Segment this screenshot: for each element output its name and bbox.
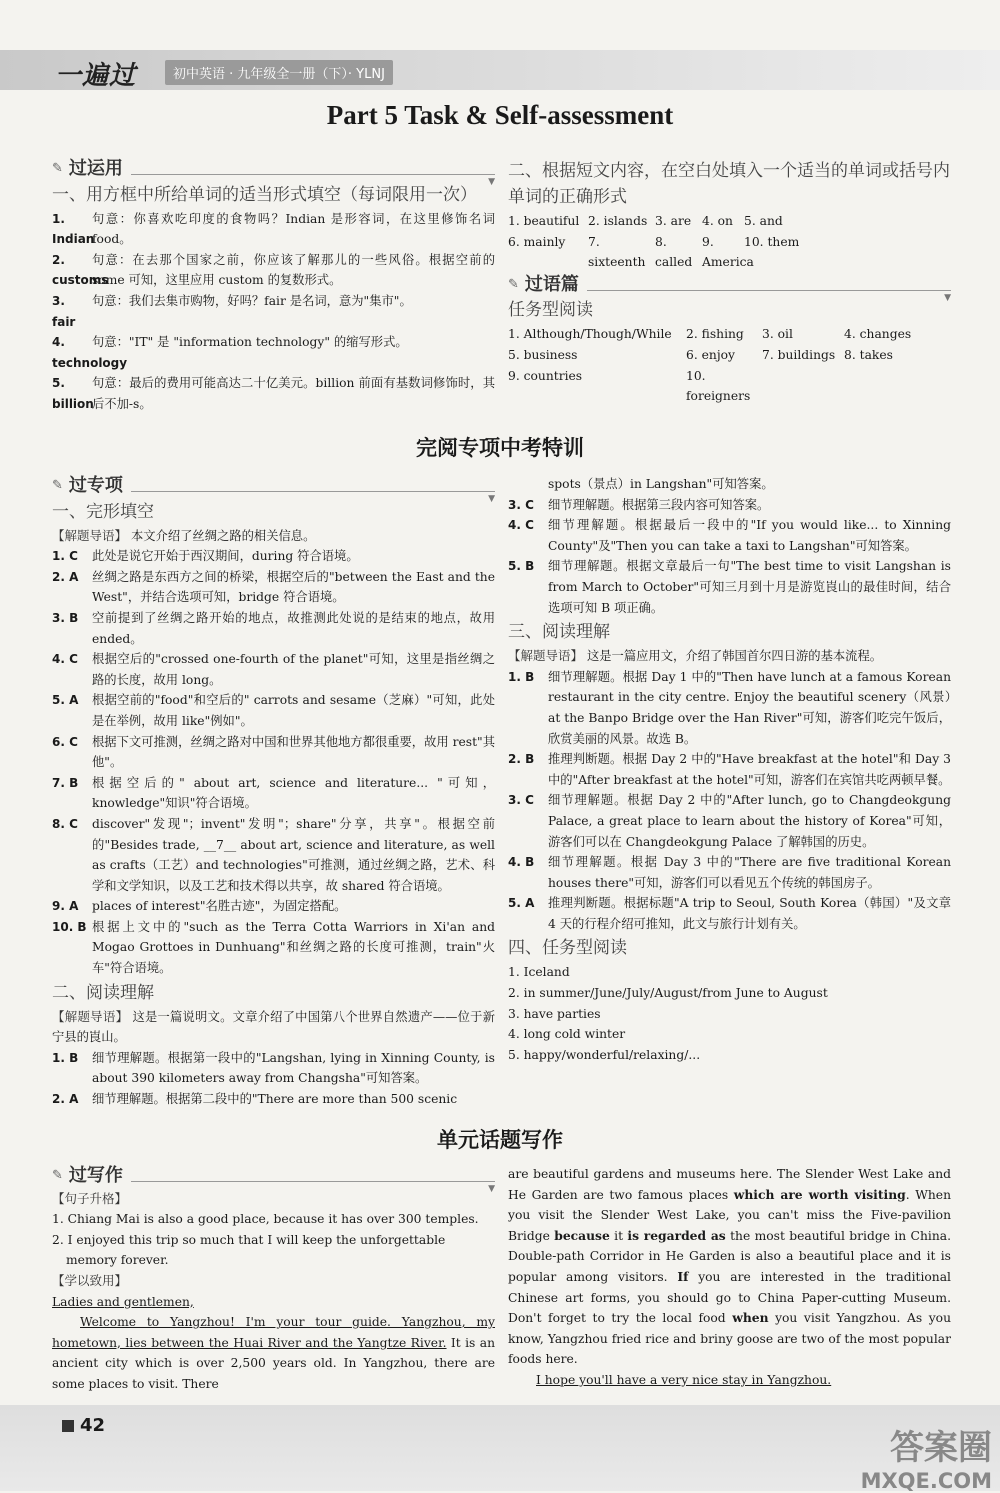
reading-answer-list [508,495,951,619]
answer-explanation: 空前提到了丝绸之路开始的地点，故推测此处说的是结束的地点，故用 ended。 [92,610,495,646]
answer-explanation: 句意：我们去集市购物，好吗？fair 是名词，意为"集市"。 [92,293,412,308]
answer-number: 5. billion [52,376,94,411]
answer-item [508,893,951,934]
answer-number: 2. A [52,569,79,584]
answer-number: 6. C [52,734,78,749]
answer-number: 4. B [508,855,535,870]
answer-explanation: 根据空后的"crossed one-fourth of the planet"可知，这里是指丝绸之路的长度，故用 long。 [92,652,495,687]
answer-row [508,211,951,232]
answer-explanation: places of interest"名胜古迹"，为固定搭配。 [92,899,347,914]
cloze-section-title: 完阅专项中考特训 [416,436,584,460]
answer-cell: 3. are [655,214,692,228]
part5-right-column [508,157,951,407]
answer-explanation: 根据下文可推测，丝绸之路对中国和世界其他地方都很重要，故用 rest"其他"。 [92,734,495,770]
answer-cell: 9. America [702,234,754,270]
task-answer: 4. long cold winter [508,1027,626,1042]
answer-item [52,814,495,896]
task-answer: 1. Iceland [508,965,570,980]
guide-note: 【解题导语】 这是一篇应用文，介绍了韩国首尔四日游的基本流程。 [508,648,883,664]
brand-logo: 一遍过 [55,61,137,91]
page-number: 42 [62,1415,105,1436]
answer-explanation: 细节理解题。根据文章最后一句"The best time to visit Langshan is from March to October"可知三月到十月是游览崀山的最佳时间，结合选项可知 B 项正确。 [548,559,951,615]
answer-cell: 6. mainly [508,234,566,249]
guide-note: 【解题导语】 本文介绍了丝绸之路的相关信息。 [52,527,316,543]
answer-explanation: 推理判断题。根据 Day 2 中的"Have breakfast at the hotel"和 Day 3 中的"After breakfast at the hotel"可知，游客们在宾馆共吃两顿早餐。 [548,752,951,787]
answer-cell: 2. islands [588,214,648,228]
cloze-right-column [508,474,951,1065]
section-header: ✎ 过写作 ▼ [52,1166,495,1187]
answer-cell: 8. called [655,234,693,270]
section-header: ✎ 过运用 ▼ [52,159,495,180]
answer-number: 1. B [508,669,535,684]
writing-left-column [52,1164,495,1395]
answer-item [52,690,495,731]
answer-item [52,917,495,979]
greeting: Ladies and gentlemen, [52,1294,194,1309]
answer-item [52,1048,495,1089]
answer-row [508,232,951,273]
answer-explanation: 句意：你喜欢吃印度的食物吗？Indian 是形容词，在这里修饰名词 food。 [92,211,495,247]
answer-explanation: 细节理解题。根据最后一段中的"If you would like... to Xinning County"及"Then you can take a taxi to Langshan"可知答案。 [548,518,951,553]
pencil-icon: ✎ [52,161,61,176]
answer-explanation: 句意："IT" 是 "information technology" 的缩写形式。 [92,335,408,350]
triangle-icon: ▼ [944,292,951,303]
question-heading: 二、根据短文内容，在空白处填入一个适当的单词或括号内单词的正确形式 [508,161,950,207]
answer-explanation: 根据空后的" about art, science and literature... "可知，knowledge"知识"符合语境。 [92,775,495,811]
footer-band [0,1405,1000,1491]
task-answer: 3. have parties [508,1006,601,1021]
answer-cell: 7. buildings [762,347,836,362]
task-answer: 2. in summer/June/July/August/from June to August [508,986,828,1001]
part5-left-column [52,157,495,415]
section-header: ✎ 过专项 ▼ [52,476,495,497]
answer-row [508,345,951,366]
answer-cell: 3. oil [762,327,793,342]
answer-number: 1. C [52,549,78,564]
answer-item [52,332,495,373]
watermark: 答案圈 MXQE.COM [860,1428,992,1493]
answer-item [52,291,495,332]
continued-text: spots（景点）in Langshan"可知答案。 [548,477,774,491]
task-heading: 任务型阅读 [508,300,593,321]
page-title: Part 5 Task & Self-assessment [326,100,674,130]
essay-paragraph: are beautiful gardens and museums here. The Slender West Lake and He Garden are two famous places which are worth visiting. When you visit the Slender West Lake, you can't miss the Five-pavilion Bridge because it is regarded as the most beautiful bridge in China. Double-path Corridor in He Garden is also a beautiful place and it is popular among visitors. If you are interested in the traditional Chinese art forms, you should go to China Paper-cutting Museum. Don't forget to try the local food when you visit Yangzhou. As you know, Yangzhou fried rice and briny goose are two of the most popular foods here. [508,1167,952,1367]
answer-item [508,790,951,852]
answer-item [52,896,495,917]
sentence: 1. Chiang Mai is also a good place, because it has over 300 temples. [52,1212,479,1227]
answer-number: 8. C [52,816,78,831]
subsection-label: 【学以致用】 [52,1272,128,1288]
header-band [0,50,1000,90]
task-answer-list [508,962,951,1065]
reading-answer-list [508,667,951,935]
answer-cell: 7. sixteenth [588,234,646,270]
answer-number: 2. B [508,752,535,767]
answer-number: 3. C [508,793,534,808]
answer-number: 4. technology [52,335,128,370]
answer-item [508,749,951,790]
task-answer: 5. happy/wonderful/relaxing/... [508,1047,701,1062]
answer-cell: 6. enjoy [686,347,736,362]
answer-number: 10. B [52,919,87,934]
sentence: 2. I enjoyed this trip so much that I will keep the unforgettable memory forever. [52,1232,446,1268]
answer-item [52,773,495,814]
cloze-left-column [52,474,495,1110]
pencil-icon: ✎ [52,1168,61,1183]
subsection-label: 【句子升格】 [52,1190,128,1206]
answer-explanation: 推理判断题。根据标题"A trip to Seoul, South Korea（韩国）"及文章 4 天的行程介绍可推知，此文与旅行计划有关。 [548,896,951,931]
answer-item [508,667,951,749]
answer-number: 1. Indian [52,211,95,247]
answer-explanation: 细节理解题。根据第二段中的"There are more than 500 scenic [92,1092,458,1107]
answer-item [52,567,495,608]
cloze-heading: 一、完形填空 [52,501,154,522]
answer-explanation: 此处是说它开始于西汉期间，during 符合语境。 [92,549,359,564]
reading-heading: 三、阅读理解 [508,622,610,643]
answer-number: 2. A [52,1092,79,1107]
essay-paragraph: Welcome to Yangzhou! I'm your tour guide. Yangzhou, my hometown, lies between the Huai River and the Yangtze River. It is an ancient city which is over 2,500 years old. In Yangzhou, there are some places to visit. There [52,1315,495,1391]
answer-number: 3. C [508,497,534,512]
answer-explanation: 丝绸之路是东西方之间的桥梁，根据空后的"between the East and the West"，并结合选项可知，bridge 符合语境。 [92,569,495,605]
answer-cell: 9. countries [508,368,583,383]
triangle-icon: ▼ [488,176,495,187]
answer-number: 3. fair [52,293,76,329]
answer-row [508,324,951,345]
answer-number: 4. C [508,518,534,533]
answer-number: 7. B [52,775,79,790]
answer-number: 5. A [52,693,79,708]
cloze-answer-list [52,546,495,978]
breadcrumb: 初中英语 · 九年级全一册（下）· YLNJ [165,60,393,85]
answer-cell: 1. Although/Though/While [508,327,672,342]
answer-cell: 10. foreigners [686,368,751,404]
answer-cell: 10. them [744,234,800,249]
answer-cell: 4. changes [844,327,912,342]
answer-explanation: 根据空前的"food"和空后的" carrots and sesame（芝麻）"可知，此处是在举例，故用 like"例如"。 [92,693,495,728]
answer-explanation: 细节理解题。根据 Day 3 中的"There are five traditional Korean houses there"可知，游客们可以看见五个传统的韩国房子。 [548,855,951,890]
answer-item [52,209,495,250]
answer-cell: 1. beautiful [508,214,580,228]
answer-number: 5. B [508,559,535,574]
question-heading: 一、用方框中所给单词的适当形式填空（每词限用一次） [52,184,477,205]
answer-grid [508,211,951,273]
answer-item [508,515,951,556]
answer-explanation: 句意：最后的费用可能高达二十亿美元。billion 前面有基数词修饰时，其后不加-s。 [92,376,495,411]
task-answer-grid [508,324,951,406]
answer-cell: 4. on [702,214,733,228]
guide-note: 【解题导语】 这是一篇说明文。文章介绍了中国第八个世界自然遗产——位于新宁县的崀山。 [52,1008,495,1045]
triangle-icon: ▼ [488,1183,495,1194]
pencil-icon: ✎ [508,276,517,292]
answer-explanation: 细节理解题。根据第三段内容可知答案。 [548,497,770,512]
answer-item [52,1089,495,1110]
answer-cell: 2. fishing [686,327,744,342]
answer-item [52,250,495,291]
answer-cell: 8. takes [844,347,893,362]
answer-item [52,373,495,414]
answer-explanation: 细节理解题。根据 Day 2 中的"After lunch, go to Changdeokgung Palace, a great place to learn about the history of Korea"可知，游客们可以在 Changdeokgung Palace 了解韩国的历史。 [548,793,951,849]
answer-number: 1. B [52,1050,79,1065]
pencil-icon: ✎ [52,478,61,493]
answer-explanation: 细节理解题。根据第一段中的"Langshan, lying in Xinning County, is about 390 kilometers away from Changsha"可知答案。 [92,1050,495,1086]
answer-item [52,649,495,690]
answer-number: 2. customs [52,252,109,288]
answer-number: 9. A [52,899,79,914]
answer-explanation: 根据上文中的"such as the Terra Cotta Warriors in Xi'an and Mogao Grottoes in Dunhuang"和丝绸之路的长度可推测，train"火车"符合语境。 [92,919,495,976]
answer-item [508,852,951,893]
answer-number: 5. A [508,896,535,911]
answer-row [508,366,951,407]
reading-heading: 二、阅读理解 [52,982,154,1003]
answer-number: 4. C [52,652,78,667]
section-header: ✎ 过语篇 ▼ [508,275,951,296]
answer-item [52,608,495,649]
answer-item [508,556,951,618]
answer-item [52,546,495,567]
answer-explanation: discover"发现"；invent"发明"；share"分享，共享"。根据空前的"Besides trade, __7__ about art, science and literature, as well as crafts（工艺）and technologies"可推测，通过丝绸之路，艺术、科学和文学知识，以及工艺和技术得以共享，故 shared 符合语境。 [92,816,495,893]
task-heading: 四、任务型阅读 [508,938,627,959]
triangle-icon: ▼ [488,493,495,504]
answer-cell: 5. and [744,214,783,228]
answer-item [508,495,951,516]
closing-sentence: I hope you'll have a very nice stay in Yangzhou. [536,1372,832,1387]
answer-number: 3. B [52,610,79,625]
answer-explanation: 细节理解题。根据 Day 1 中的"Then have lunch at a famous Korean restaurant in the city centre. Enjoy the beautiful scenery（风景）at the Banpo Bridge over the Han River"可知，游客们吃完午饭后，欣赏美丽的风景。故选 B。 [548,669,951,746]
writing-section-title: 单元话题写作 [437,1128,563,1152]
answer-explanation: 句意：在去那个国家之前，你应该了解那儿的一些风俗。根据空前的 some 可知，这里应用 custom 的复数形式。 [92,252,495,288]
answer-item [52,732,495,773]
writing-right-column [508,1164,951,1391]
answer-list [52,209,495,415]
reading-answer-list [52,1048,495,1110]
answer-cell: 5. business [508,347,578,362]
